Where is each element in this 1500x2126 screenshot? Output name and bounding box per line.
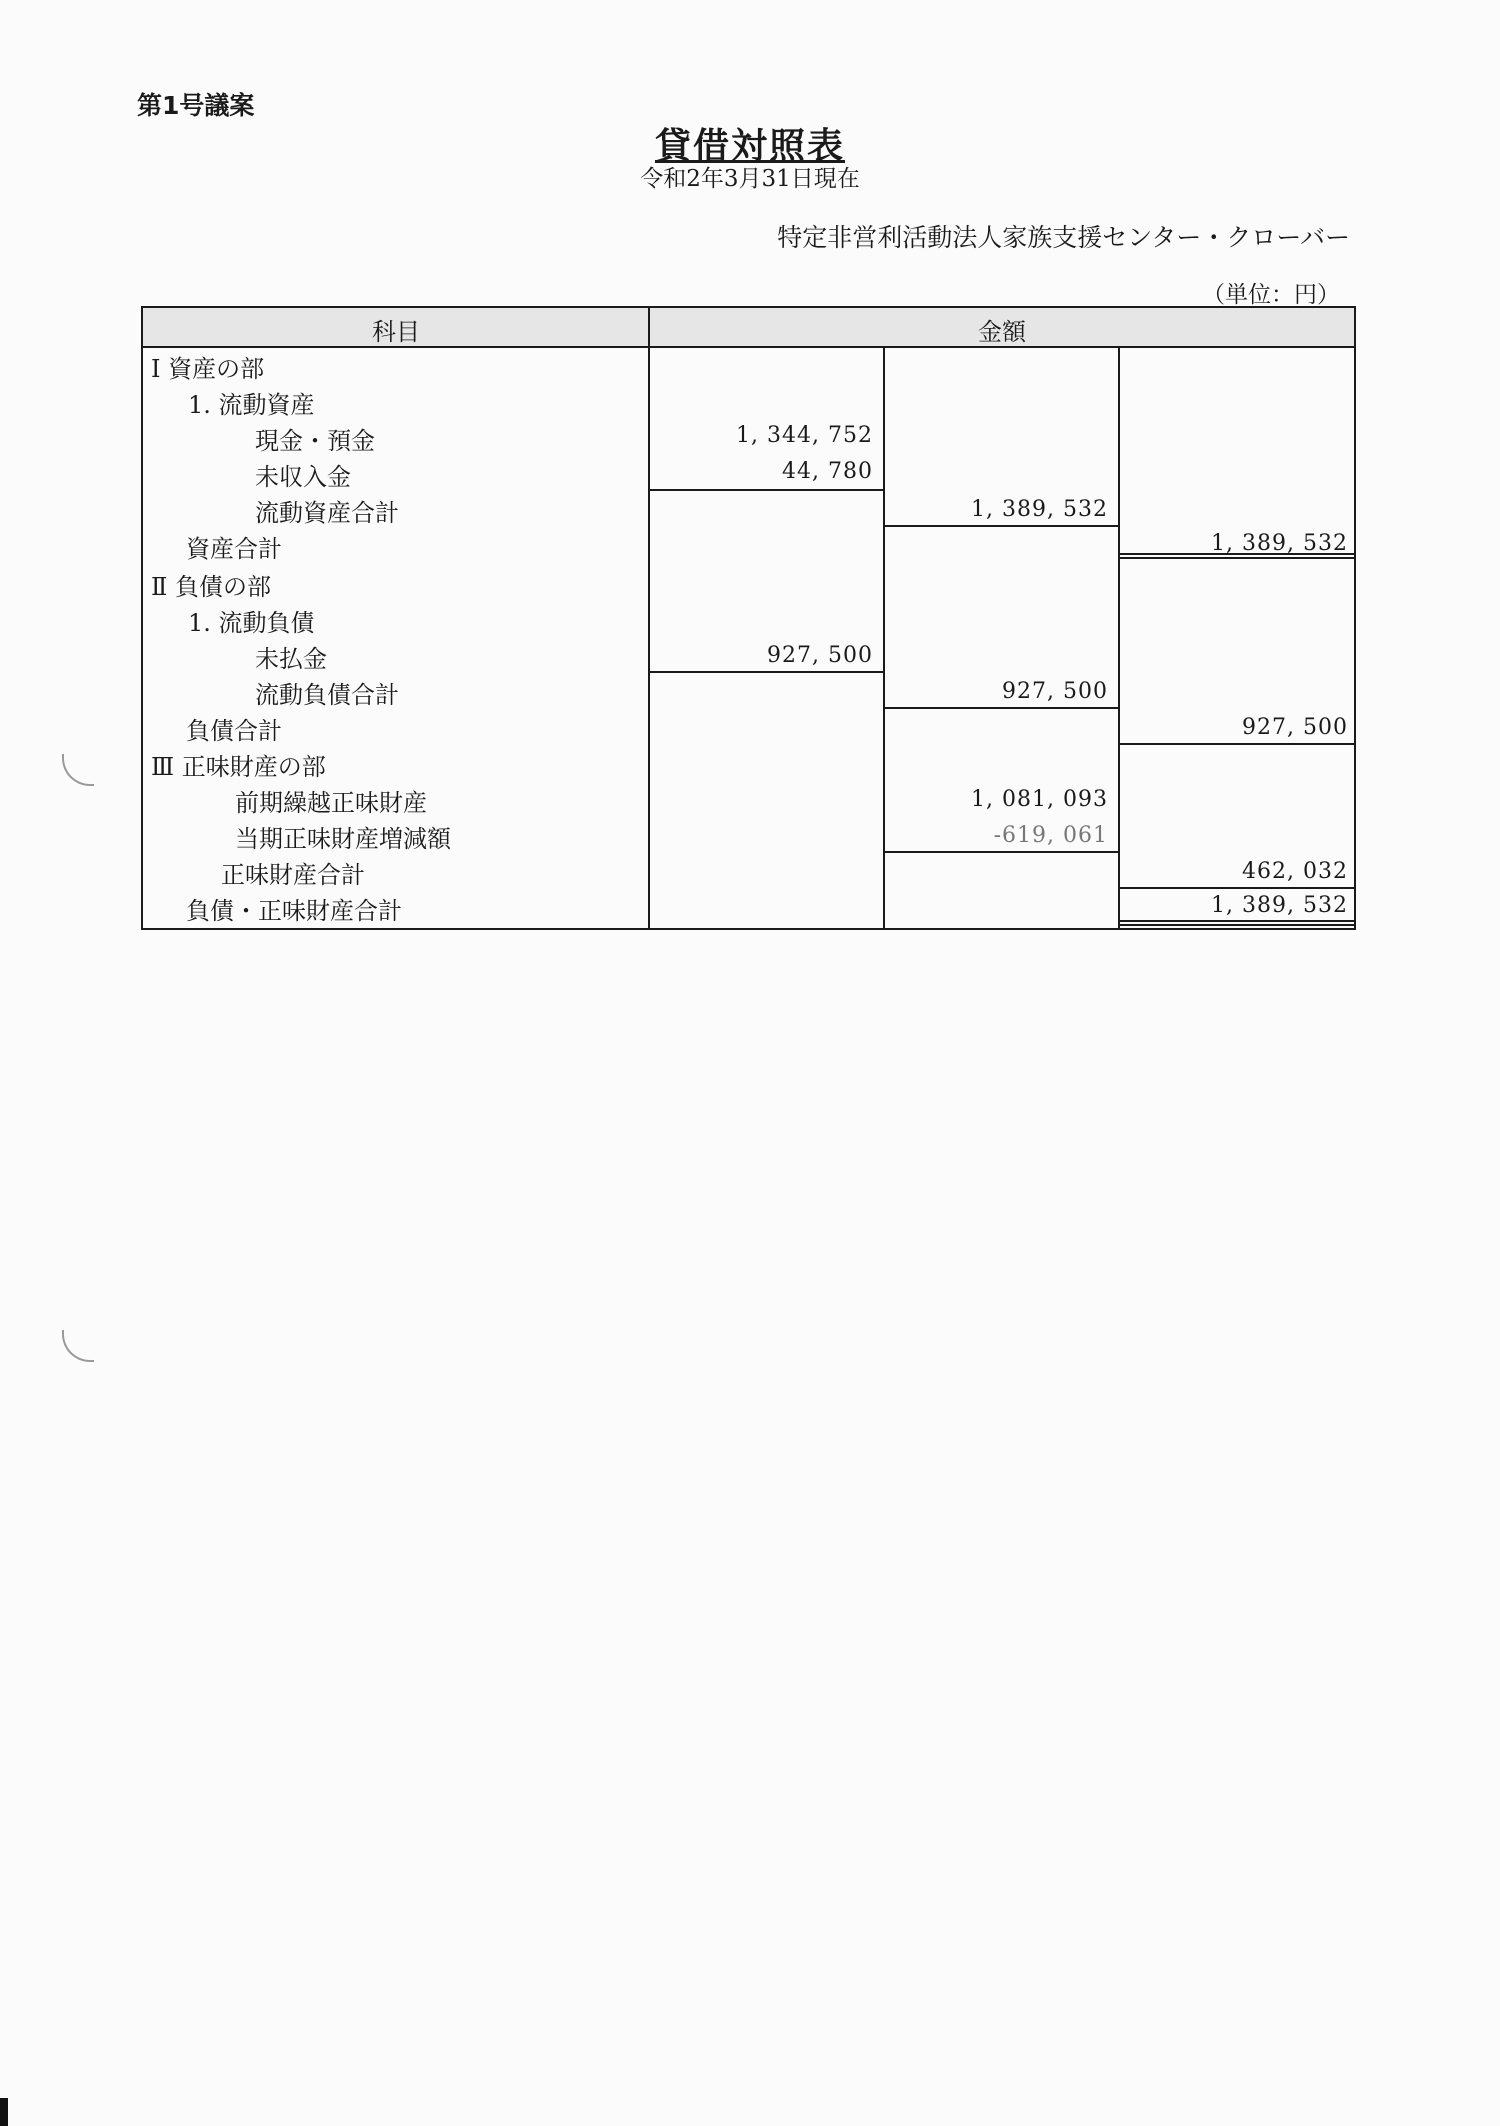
amount-total-liabilities: 927, 500 bbox=[1242, 715, 1348, 740]
amount-grand-total: 1, 389, 532 bbox=[1211, 893, 1348, 918]
row-label-liabilities-net-assets-total: 負債・正味財産合計 bbox=[186, 897, 402, 925]
amount-current-liabilities-total: 927, 500 bbox=[1002, 679, 1108, 704]
row-label-net-assets-total: 正味財産合計 bbox=[221, 861, 365, 889]
row-label-net-assets-change: 当期正味財産増減額 bbox=[235, 825, 451, 853]
agenda-label: 第1号議案 bbox=[137, 91, 255, 120]
punch-hole-mark bbox=[62, 754, 94, 786]
row-label-liabilities-section: Ⅱ 負債の部 bbox=[151, 573, 271, 601]
amount-net-assets-total: 462, 032 bbox=[1242, 859, 1348, 884]
row-label-current-assets-total: 流動資産合計 bbox=[255, 499, 399, 527]
amount-net-assets-change: -619, 061 bbox=[993, 823, 1108, 848]
rule-grand-total bbox=[1118, 920, 1354, 926]
row-label-current-liabilities: 1. 流動負債 bbox=[188, 609, 315, 637]
punch-hole-mark bbox=[62, 1330, 94, 1362]
divider-col1-col2 bbox=[883, 346, 885, 930]
document-title: 貸借対照表 bbox=[654, 125, 845, 167]
rule-current-liabilities-col1 bbox=[648, 671, 883, 673]
amount-total-assets: 1, 389, 532 bbox=[1211, 531, 1348, 556]
rule-net-assets-col2 bbox=[883, 851, 1118, 853]
rule-total-liabilities bbox=[1118, 743, 1354, 745]
amount-receivables: 44, 780 bbox=[782, 459, 873, 484]
row-label-net-assets-section: Ⅲ 正味財産の部 bbox=[151, 753, 326, 781]
amount-current-assets-total: 1, 389, 532 bbox=[971, 497, 1108, 522]
row-label-prior-net-assets: 前期繰越正味財産 bbox=[235, 789, 427, 817]
header-subject: 科目 bbox=[372, 318, 420, 346]
row-label-total-liabilities: 負債合計 bbox=[186, 717, 282, 745]
row-label-cash-deposits: 現金・預金 bbox=[255, 427, 375, 455]
as-of-date: 令和2年3月31日現在 bbox=[640, 166, 860, 192]
rule-current-assets-col1 bbox=[648, 489, 883, 491]
row-label-current-assets: 1. 流動資産 bbox=[188, 391, 315, 419]
organization-name: 特定非営利活動法人家族支援センター・クローバー bbox=[777, 223, 1350, 252]
table-header bbox=[143, 308, 1354, 348]
amount-cash-deposits: 1, 344, 752 bbox=[736, 423, 873, 448]
row-label-total-assets: 資産合計 bbox=[186, 535, 282, 563]
divider-col2-col3 bbox=[1118, 346, 1120, 930]
row-label-assets-section: Ⅰ 資産の部 bbox=[151, 355, 265, 383]
rule-current-liabilities-col2 bbox=[883, 707, 1118, 709]
balance-sheet-table bbox=[141, 306, 1356, 930]
rule-current-assets-col2 bbox=[883, 525, 1118, 527]
row-label-receivables: 未収入金 bbox=[255, 463, 351, 491]
amount-unpaid: 927, 500 bbox=[767, 643, 873, 668]
scan-corner-mark bbox=[0, 2098, 8, 2126]
unit-label: （単位：円） bbox=[1202, 282, 1340, 308]
rule-net-assets-col3 bbox=[1118, 887, 1354, 889]
divider-subject-amount bbox=[648, 308, 650, 930]
amount-prior-net-assets: 1, 081, 093 bbox=[971, 787, 1108, 812]
header-amount: 金額 bbox=[978, 318, 1026, 346]
row-label-current-liabilities-total: 流動負債合計 bbox=[255, 681, 399, 709]
row-label-unpaid: 未払金 bbox=[255, 645, 327, 673]
